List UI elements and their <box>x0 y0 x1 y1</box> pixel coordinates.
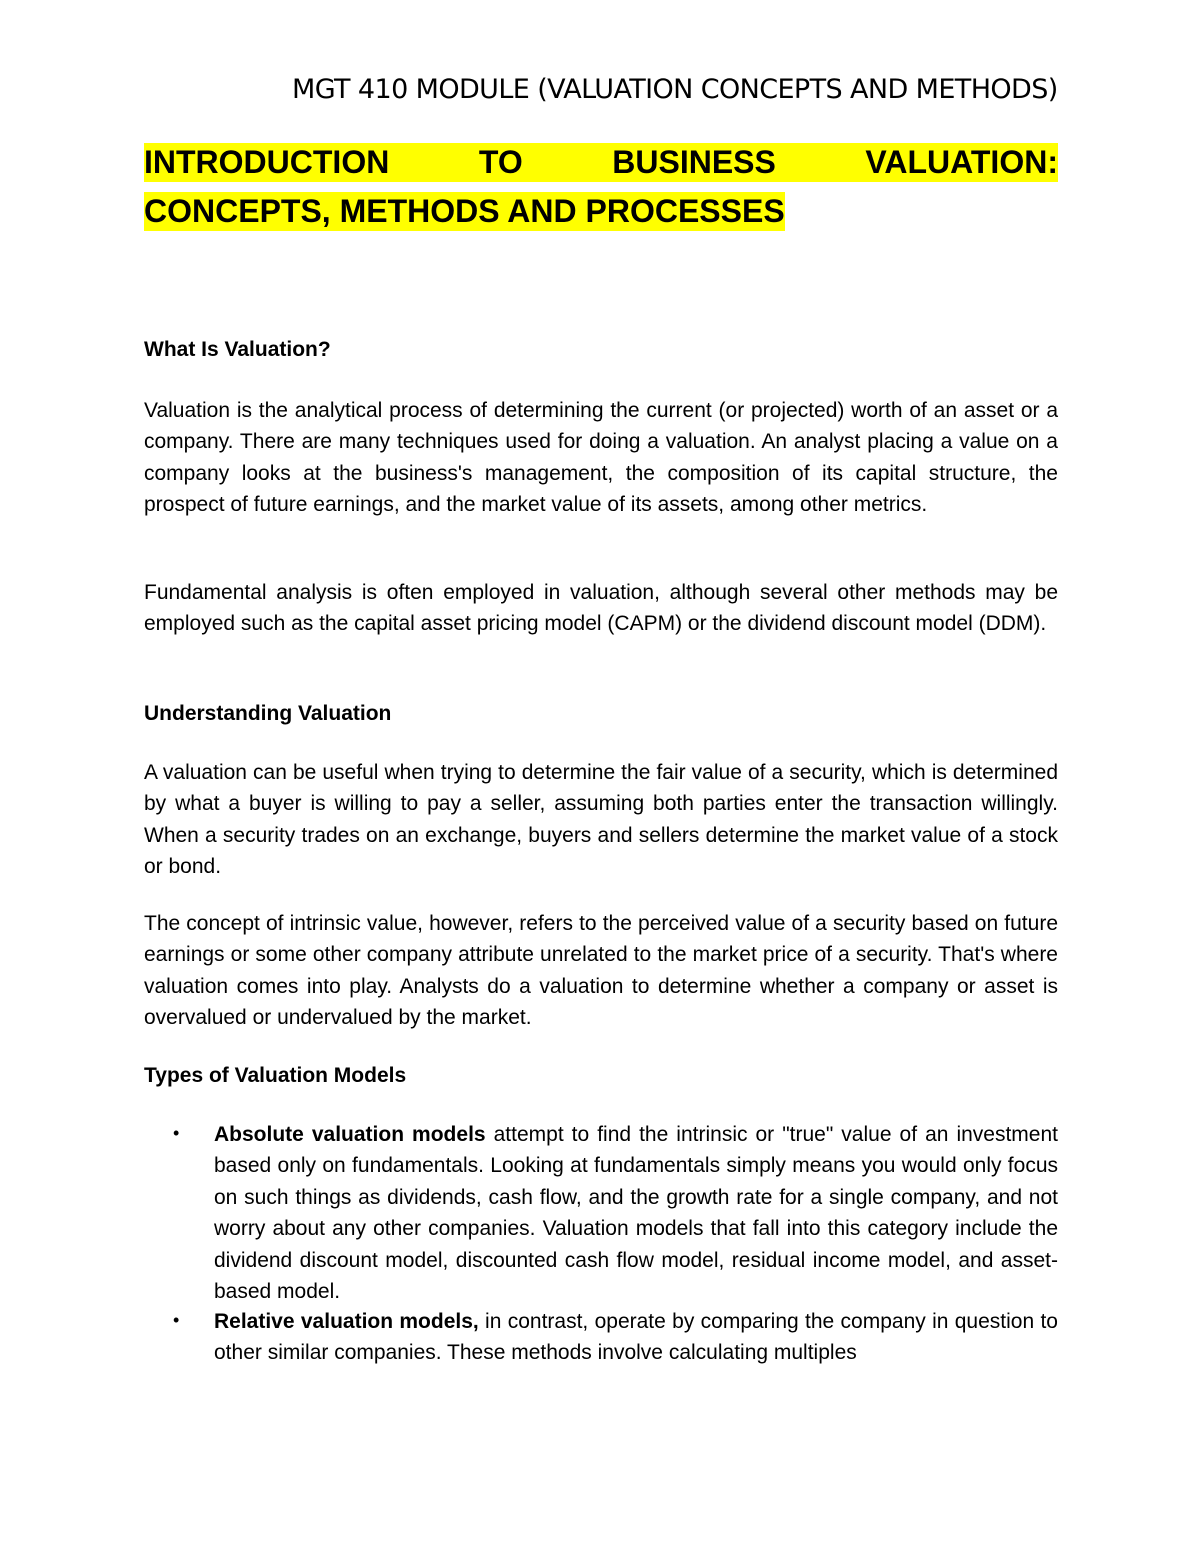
heading-types-of-valuation-models: Types of Valuation Models <box>144 1064 407 1087</box>
running-header: MGT 410 MODULE (VALUATION CONCEPTS AND METHODS) <box>292 74 1058 105</box>
list-item-term: Relative valuation models, <box>214 1310 479 1333</box>
list-item <box>214 1306 1058 1369</box>
bullet-icon: • <box>173 1310 180 1330</box>
title-word: TO <box>478 144 523 180</box>
document-title-line-1 <box>144 143 1058 182</box>
list-item-text: attempt to find the intrinsic or "true" value of an investment based only on fundamentals. Looking at fundamentals simply means you would only focus on such things as dividends, cash flow, and the growth rate for a single company, and not worry about any other companies. Valuation models that fall into this category include the dividend discount model, discounted cash flow model, residual income model, and asset-based model. <box>214 1123 1058 1304</box>
heading-understanding-valuation: Understanding Valuation <box>144 702 392 725</box>
document-title-line-2: CONCEPTS, METHODS AND PROCESSES <box>144 193 785 229</box>
title-word: VALUATION: <box>865 144 1058 180</box>
paragraph: The concept of intrinsic value, however, refers to the perceived value of a security based on future earnings or some other company attribute unrelated to the market price of a security. That's where valuation comes into play. Analysts do a valuation to determine whether a company or asset is overvalued or undervalued by the market. <box>144 912 1058 1030</box>
bullet-icon: • <box>173 1123 180 1143</box>
title-word: INTRODUCTION <box>144 144 390 180</box>
paragraph: Valuation is the analytical process of determining the current (or projected) worth of an asset or a company. There are many techniques used for doing a valuation. An analyst placing a value on a company looks at the business's management, the composition of its capital structure, the prospect of future earnings, and the market value of its assets, among other metrics. <box>144 399 1058 517</box>
paragraph: A valuation can be useful when trying to determine the fair value of a security, which is determined by what a buyer is willing to pay a seller, assuming both parties enter the transaction willingly. When a security trades on an exchange, buyers and sellers determine the market value of a stock or bond. <box>144 761 1058 879</box>
title-word: BUSINESS <box>612 144 776 180</box>
list-item-text: in contrast, operate by comparing the company in question to other similar companies. These methods involve calculating multiples <box>214 1310 1058 1365</box>
list-item <box>214 1119 1058 1307</box>
heading-what-is-valuation: What Is Valuation? <box>144 338 331 361</box>
list-item-term: Absolute valuation models <box>214 1123 486 1146</box>
paragraph: Fundamental analysis is often employed in valuation, although several other methods may be employed such as the capital asset pricing model (CAPM) or the dividend discount model (DDM). <box>144 581 1058 636</box>
